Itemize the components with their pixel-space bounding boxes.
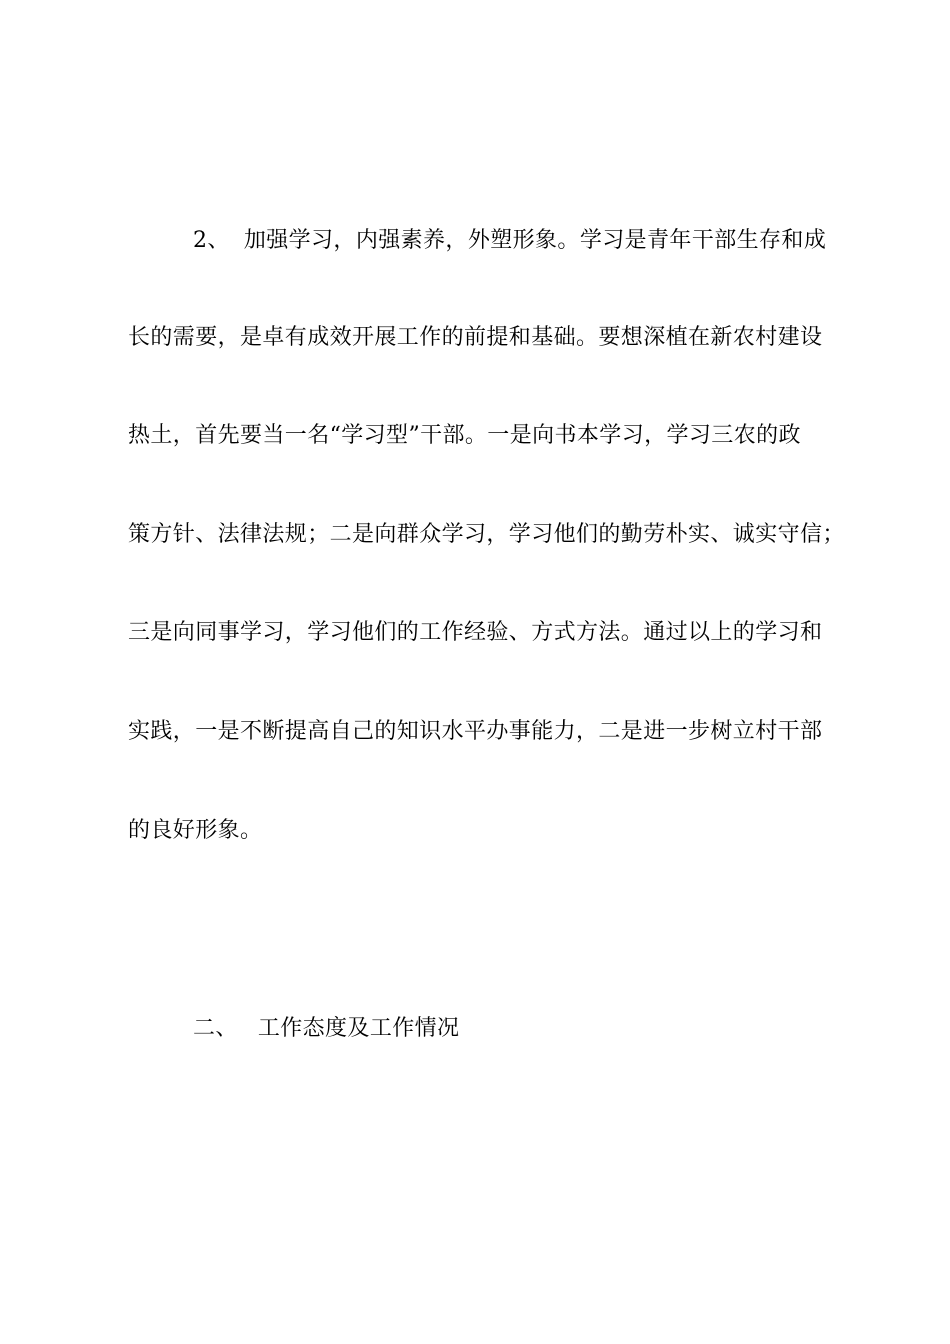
paragraph-line-3: 热土，首先要当一名“学习型”干部。一是向书本学习，学习三农的政 xyxy=(128,423,801,448)
paragraph-line-1 xyxy=(193,226,893,256)
paragraph-number: 2、 xyxy=(193,228,230,253)
paragraph-line-4: 策方针、法律法规；二是向群众学习，学习他们的勤劳朴实、诚实守信； xyxy=(128,522,845,547)
section-heading xyxy=(193,1014,893,1044)
paragraph-line-5: 三是向同事学习，学习他们的工作经验、方式方法。通过以上的学习和 xyxy=(128,620,823,645)
paragraph-line-6: 实践，一是不断提高自己的知识水平办事能力，二是进一步树立村干部 xyxy=(128,719,823,744)
paragraph-line-7: 的良好形象。 xyxy=(128,818,263,843)
section-title: 工作态度及工作情况 xyxy=(257,1016,460,1041)
paragraph-line-2: 长的需要，是卓有成效开展工作的前提和基础。要想深植在新农村建设 xyxy=(128,325,823,350)
paragraph-text: 加强学习，内强素养，外塑形象。学习是青年干部生存和成 xyxy=(243,228,827,253)
section-number: 二、 xyxy=(193,1016,238,1041)
